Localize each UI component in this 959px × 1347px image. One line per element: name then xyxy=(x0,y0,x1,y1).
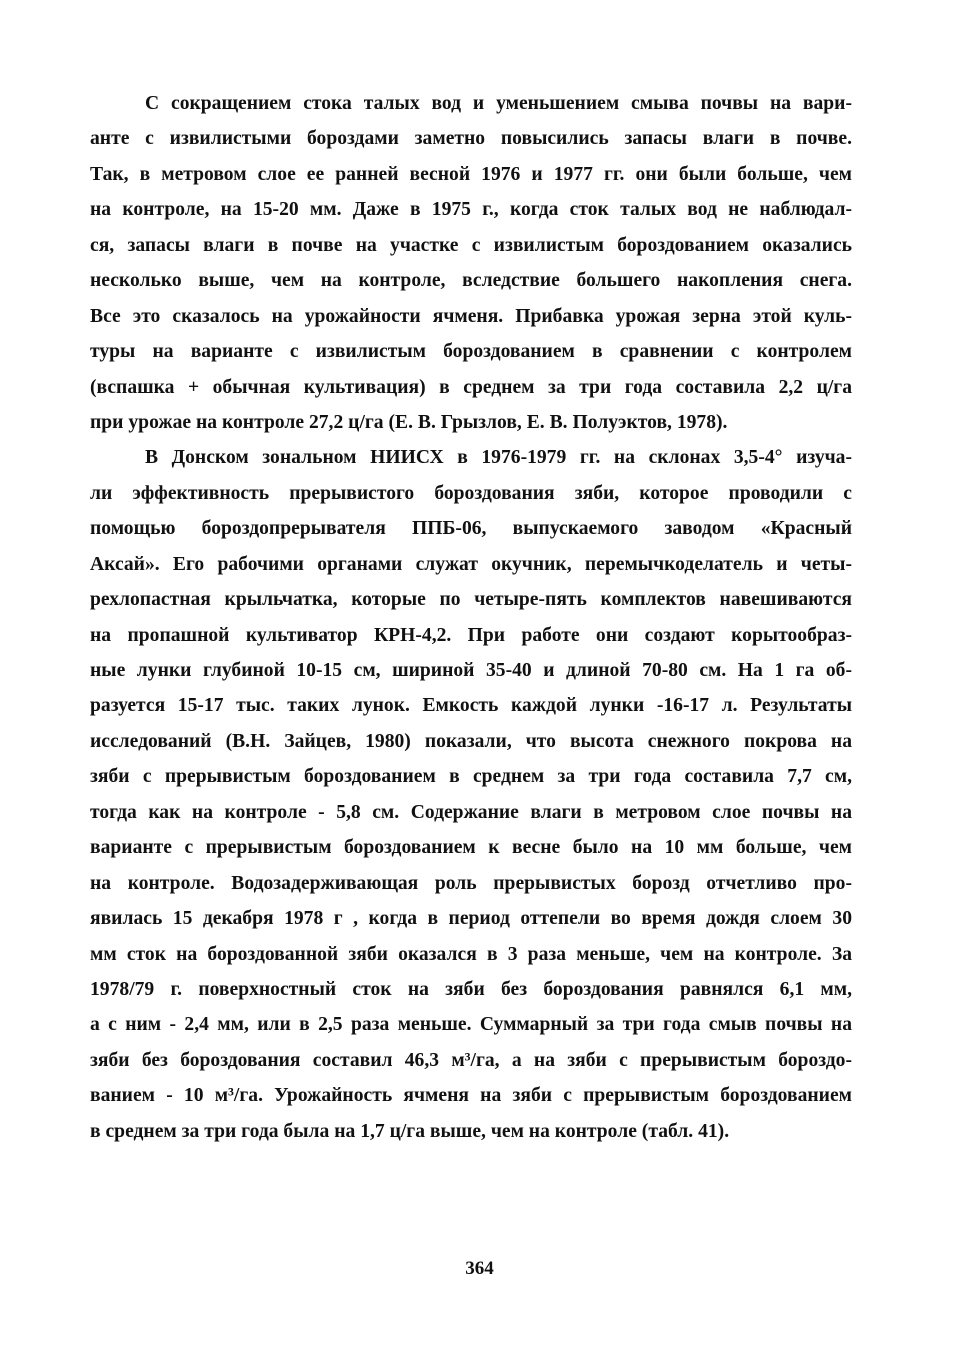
text-line: на контроле. Водозадерживающая роль прерывистых борозд отчетливо про- xyxy=(90,872,852,894)
text-line: ные лунки глубиной 10-15 см, шириной 35-40 и длиной 70-80 см. На 1 га об- xyxy=(90,660,852,681)
text-line: 1978/79 г. поверхностный сток на зяби без бороздования равнялся 6,1 мм, xyxy=(90,978,852,1000)
text-line: на контроле, на 15-20 мм. Даже в 1975 г., когда сток талых вод не наблюдал- xyxy=(90,199,852,221)
text-line: ванием - 10 м³/га. Урожайность ячменя на зяби с прерывистым бороздованием xyxy=(90,1085,852,1107)
text-line: при урожае на контроле 27,2 ц/га (Е. В. Грызлов, Е. В. Полуэктов, 1978). xyxy=(90,411,728,433)
text-line: Все это сказалось на урожайности ячменя. Прибавка урожая зерна этой куль- xyxy=(90,305,852,327)
text-line: варианте с прерывистым бороздованием к весне было на 10 мм больше, чем xyxy=(90,837,852,859)
text-line: туры на варианте с извилистым бороздованием в сравнении с контролем xyxy=(90,341,852,363)
text-line: (вспашка + обычная культивация) в среднем за три года составила 2,2 ц/га xyxy=(90,376,852,398)
text-line: на пропашной культиватор КРН-4,2. При работе они создают корытообраз- xyxy=(90,624,852,646)
text-line: исследований (В.Н. Зайцев, 1980) показали, что высота снежного покрова на xyxy=(90,730,852,752)
text-line: несколько выше, чем на контроле, вследствие большего накопления снега. xyxy=(90,270,852,292)
text-line: ли эффективность прерывистого бороздования зяби, которое проводили с xyxy=(90,482,852,504)
text-line: а с ним - 2,4 мм, или в 2,5 раза меньше. Суммарный за три года смыв почвы на xyxy=(90,1014,852,1036)
text-line: Аксай». Его рабочими органами служат окучник, перемычкоделатель и четы- xyxy=(90,553,852,575)
text-line: мм сток на бороздованной зяби оказался в 3 раза меньше, чем на контроле. За xyxy=(90,943,852,965)
text-line: зяби с прерывистым бороздованием в среднем за три года составила 7,7 см, xyxy=(90,766,852,788)
text-line: В Донском зональном НИИСХ в 1976-1979 гг. на склонах 3,5-4° изуча- xyxy=(145,447,852,469)
page-number: 364 xyxy=(465,1258,494,1279)
text-line: С сокращением стока талых вод и уменьшением смыва почвы на вари- xyxy=(145,93,852,114)
text-line: явилась 15 декабря 1978 г , когда в период оттепели во время дождя слоем 30 xyxy=(90,908,852,930)
text-line: тогда как на контроле - 5,8 см. Содержание влаги в метровом слое почвы на xyxy=(90,801,852,823)
text-line: Так, в метровом слое ее ранней весной 1976 и 1977 гг. они были больше, чем xyxy=(90,163,852,185)
text-line: ся, запасы влаги в почве на участке с извилистым бороздованием оказались xyxy=(90,234,852,256)
text-line: рехлопастная крыльчатка, которые по четыре-пять комплектов навешиваются xyxy=(90,589,852,611)
body-text xyxy=(90,86,852,1149)
text-line: анте с извилистыми бороздами заметно повысились запасы влаги в почве. xyxy=(90,128,852,150)
text-line: помощью бороздопрерывателя ППБ-06, выпускаемого заводом «Красный xyxy=(90,518,852,540)
text-line: в среднем за три года была на 1,7 ц/га выше, чем на контроле (табл. 41). xyxy=(90,1120,730,1142)
text-line: разуется 15-17 тыс. таких лунок. Емкость каждой лунки -16-17 л. Результаты xyxy=(90,695,852,717)
text-line: зяби без бороздования составил 46,3 м³/га, а на зяби с прерывистым бороздо- xyxy=(90,1049,852,1071)
